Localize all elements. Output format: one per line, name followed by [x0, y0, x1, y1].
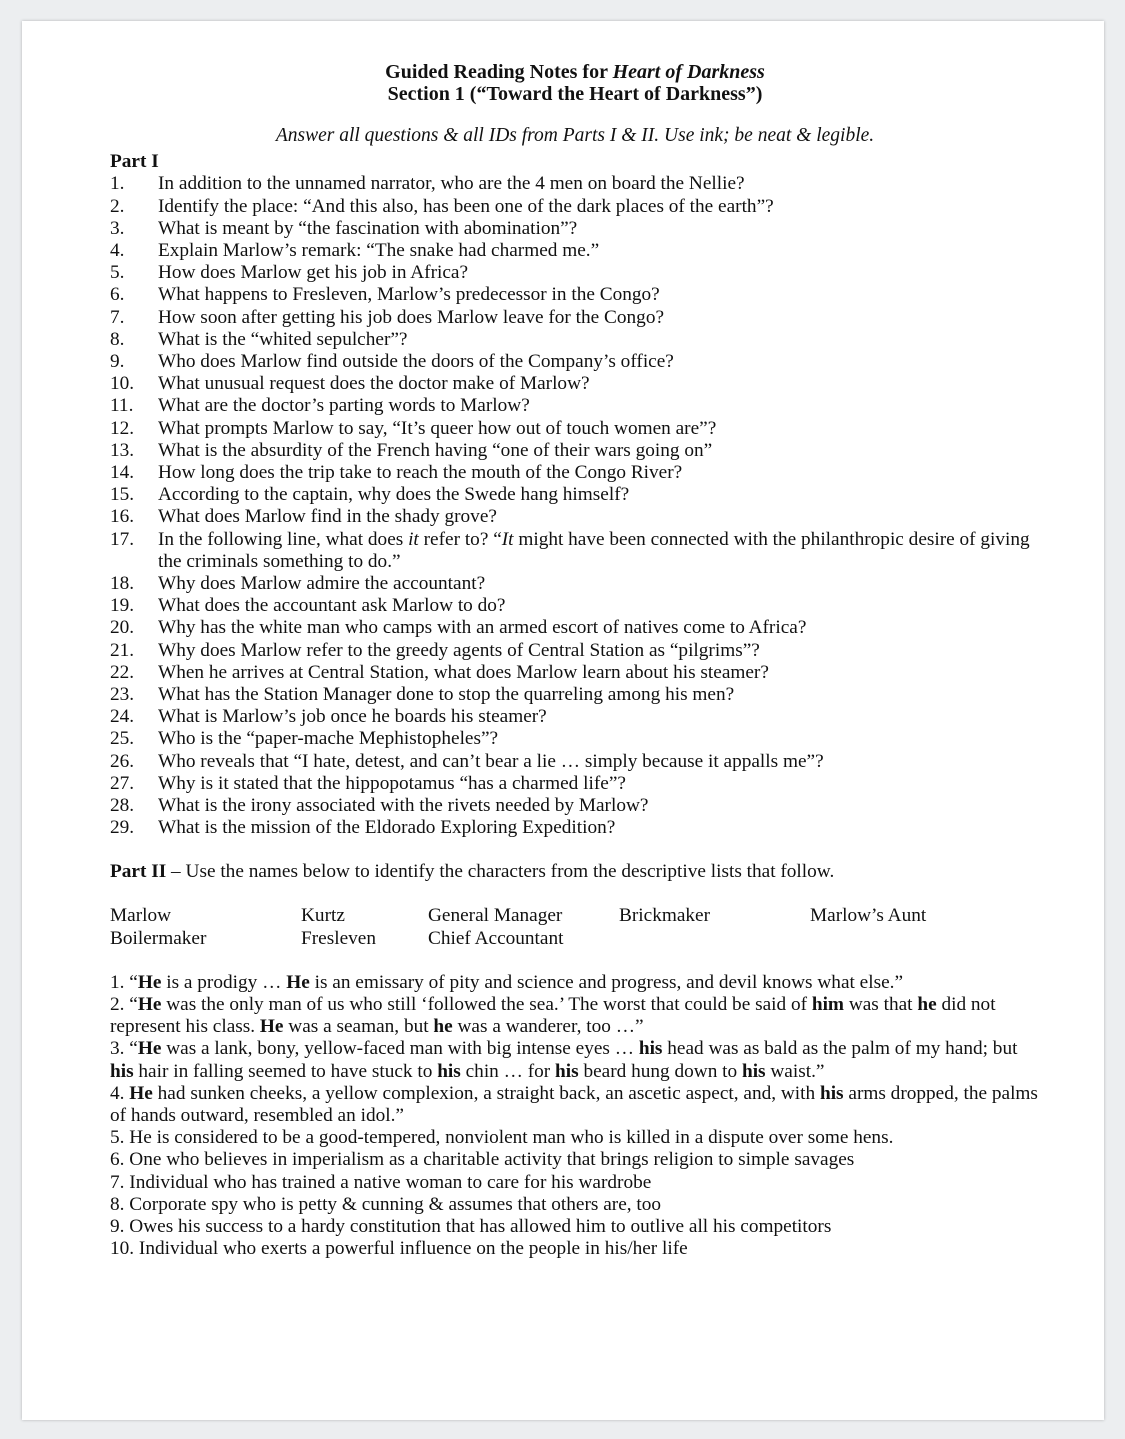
- question-text: What is the irony associated with the rivets needed by Marlow?: [158, 795, 649, 817]
- question-number: 17.: [110, 528, 135, 550]
- question-number: 14.: [110, 462, 135, 484]
- part2-intro: Part II – Use the names below to identify the characters from the descriptive lists that follow.: [110, 860, 835, 882]
- question-text: Who reveals that “I hate, detest, and can’t bear a lie … simply because it appalls me”?: [158, 750, 824, 772]
- question-number: 9.: [110, 351, 125, 373]
- question-text: What prompts Marlow to say, “It’s queer how out of touch women are”?: [158, 417, 717, 439]
- question-text: Why has the white man who camps with an armed escort of natives come to Africa?: [158, 617, 807, 639]
- book-title: Heart of Darkness: [612, 61, 765, 83]
- question-text: Why does Marlow refer to the greedy agents of Central Station as “pilgrims”?: [158, 639, 760, 661]
- question-text: Explain Marlow’s remark: “The snake had charmed me.”: [158, 240, 600, 262]
- character-description: 9. Owes his success to a hardy constitution that has allowed him to outlive all his competitors: [110, 1215, 832, 1237]
- question-number: 27.: [110, 772, 135, 794]
- question-number: 25.: [110, 728, 135, 750]
- question-text: How soon after getting his job does Marlow leave for the Congo?: [158, 306, 665, 328]
- question-text: What are the doctor’s parting words to Marlow?: [158, 395, 530, 417]
- question-item: [110, 173, 1040, 195]
- question-number: 8.: [110, 328, 125, 350]
- name-marlows-aunt: Marlow’s Aunt: [810, 904, 927, 926]
- question-number: 16.: [110, 506, 135, 528]
- character-description: 4. He had sunken cheeks, a yellow complexion, a straight back, an ascetic aspect, and, with his arms dropped, the palms of hands outward, resembled an idol.”: [110, 1082, 1038, 1126]
- question-item: [110, 506, 1040, 528]
- character-description: 10. Individual who exerts a powerful influence on the people in his/her life: [110, 1238, 688, 1260]
- name-general-manager: General Manager: [428, 904, 563, 926]
- question-text: What is the “whited sepulcher”?: [158, 328, 408, 350]
- question-item: [110, 218, 1040, 240]
- document-page: [22, 21, 1104, 1420]
- question-number: 23.: [110, 684, 135, 706]
- instructions: Answer all questions & all IDs from Parts I & II. Use ink; be neat & legible.: [275, 125, 875, 146]
- character-description: 5. He is considered to be a good-tempered, nonviolent man who is killed in a dispute over some hens.: [110, 1127, 894, 1149]
- question-item: [110, 262, 1040, 284]
- question-text: What does the accountant ask Marlow to do?: [158, 595, 506, 617]
- question-item: [110, 706, 1040, 728]
- character-name-bank: [110, 905, 1040, 951]
- question-text: What happens to Fresleven, Marlow’s predecessor in the Congo?: [158, 284, 660, 306]
- question-text: Why does Marlow admire the accountant?: [158, 573, 486, 595]
- part1-heading: Part I: [110, 151, 159, 173]
- question-text: According to the captain, why does the Swede hang himself?: [158, 484, 630, 506]
- question-number: 24.: [110, 706, 135, 728]
- character-description: 3. “He was a lank, bony, yellow-faced man with big intense eyes … his head was as bald as the palm of my hand; but his hair in falling seemed to have stuck to his chin … for his beard hung down to his waist.”: [110, 1038, 1018, 1082]
- question-number: 22.: [110, 661, 135, 683]
- question-item: [110, 773, 1040, 795]
- question-number: 12.: [110, 417, 135, 439]
- name-fresleven: Fresleven: [301, 927, 376, 949]
- question-item: [110, 395, 1040, 417]
- question-number: 10.: [110, 373, 135, 395]
- question-text: Identify the place: “And this also, has been one of the dark places of the earth”?: [158, 195, 774, 217]
- question-text: What is meant by “the fascination with abomination”?: [158, 217, 578, 239]
- name-chief-accountant: Chief Accountant: [428, 927, 564, 949]
- question-item: [110, 751, 1040, 773]
- question-number: 15.: [110, 484, 135, 506]
- question-number: 19.: [110, 595, 135, 617]
- question-item: [110, 196, 1040, 218]
- question-text: What unusual request does the doctor make of Marlow?: [158, 373, 590, 395]
- question-number: 21.: [110, 639, 135, 661]
- question-item: [110, 795, 1040, 817]
- title-line-1: Guided Reading Notes for Heart of Darkness: [385, 61, 765, 83]
- question-number: 20.: [110, 617, 135, 639]
- question-text: What is Marlow’s job once he boards his steamer?: [158, 706, 547, 728]
- question-number: 3.: [110, 217, 125, 239]
- question-item: [110, 440, 1040, 462]
- question-item: [110, 529, 1040, 573]
- document-content: [110, 61, 1040, 1260]
- question-text: Who does Marlow find outside the doors of the Company’s office?: [158, 351, 674, 373]
- question-number: 11.: [110, 395, 134, 417]
- character-description: 7. Individual who has trained a native woman to care for his wardrobe: [110, 1171, 652, 1193]
- question-text: What is the absurdity of the French having “one of their wars going on”: [158, 439, 713, 461]
- question-item: [110, 617, 1040, 639]
- question-number: 6.: [110, 284, 125, 306]
- question-number: 5.: [110, 262, 125, 284]
- question-item: [110, 595, 1040, 617]
- question-number: 28.: [110, 795, 135, 817]
- question-text: When he arrives at Central Station, what does Marlow learn about his steamer?: [158, 661, 769, 683]
- part1-question-list: [110, 173, 1040, 839]
- question-item: [110, 373, 1040, 395]
- part2-heading: Part II: [110, 860, 167, 882]
- question-text: What does Marlow find in the shady grove?: [158, 506, 497, 528]
- question-number: 18.: [110, 573, 135, 595]
- document-title: [110, 61, 1040, 105]
- question-item: [110, 640, 1040, 662]
- question-text: How long does the trip take to reach the mouth of the Congo River?: [158, 462, 683, 484]
- name-boilermaker: Boilermaker: [110, 927, 207, 949]
- character-description: 2. “He was the only man of us who still ‘followed the sea.’ The worst that could be said of him was that he did not represent his class. He was a seaman, but he was a wanderer, too …”: [110, 993, 996, 1038]
- question-item: [110, 684, 1040, 706]
- question-item: [110, 307, 1040, 329]
- question-number: 7.: [110, 306, 125, 328]
- question-number: 1.: [110, 173, 125, 195]
- title-line-2: Section 1 (“Toward the Heart of Darkness”): [387, 83, 763, 105]
- question-text: How does Marlow get his job in Africa?: [158, 262, 469, 284]
- question-item: [110, 284, 1040, 306]
- question-text: Who is the “paper-mache Mephistopheles”?: [158, 728, 499, 750]
- question-item: [110, 351, 1040, 373]
- question-text: In the following line, what does it refer to? “It might have been connected with the philanthropic desire of giving the criminals something to do.”: [158, 528, 1030, 572]
- question-number: 13.: [110, 439, 135, 461]
- question-item: [110, 728, 1040, 750]
- question-number: 29.: [110, 817, 135, 839]
- character-description: 1. “He is a prodigy … He is an emissary of pity and science and progress, and devil knows what else.”: [110, 971, 904, 993]
- question-item: [110, 418, 1040, 440]
- question-item: [110, 484, 1040, 506]
- name-marlow: Marlow: [110, 904, 172, 926]
- question-number: 2.: [110, 195, 125, 217]
- question-number: 26.: [110, 750, 135, 772]
- part2-description-list: [110, 972, 1040, 1261]
- question-text: In addition to the unnamed narrator, who are the 4 men on board the Nellie?: [158, 173, 745, 195]
- question-number: 4.: [110, 240, 125, 262]
- question-item: [110, 462, 1040, 484]
- question-item: [110, 240, 1040, 262]
- question-item: [110, 662, 1040, 684]
- question-text: What has the Station Manager done to stop the quarreling among his men?: [158, 684, 735, 706]
- character-description: 8. Corporate spy who is petty & cunning & assumes that others are, too: [110, 1193, 662, 1215]
- question-item: [110, 573, 1040, 595]
- question-item: [110, 817, 1040, 839]
- character-description: 6. One who believes in imperialism as a charitable activity that brings religion to simple savages: [110, 1149, 855, 1171]
- question-text: Why is it stated that the hippopotamus “has a charmed life”?: [158, 772, 626, 794]
- question-item: [110, 329, 1040, 351]
- name-brickmaker: Brickmaker: [619, 904, 711, 926]
- name-kurtz: Kurtz: [301, 904, 345, 926]
- question-text: What is the mission of the Eldorado Exploring Expedition?: [158, 817, 616, 839]
